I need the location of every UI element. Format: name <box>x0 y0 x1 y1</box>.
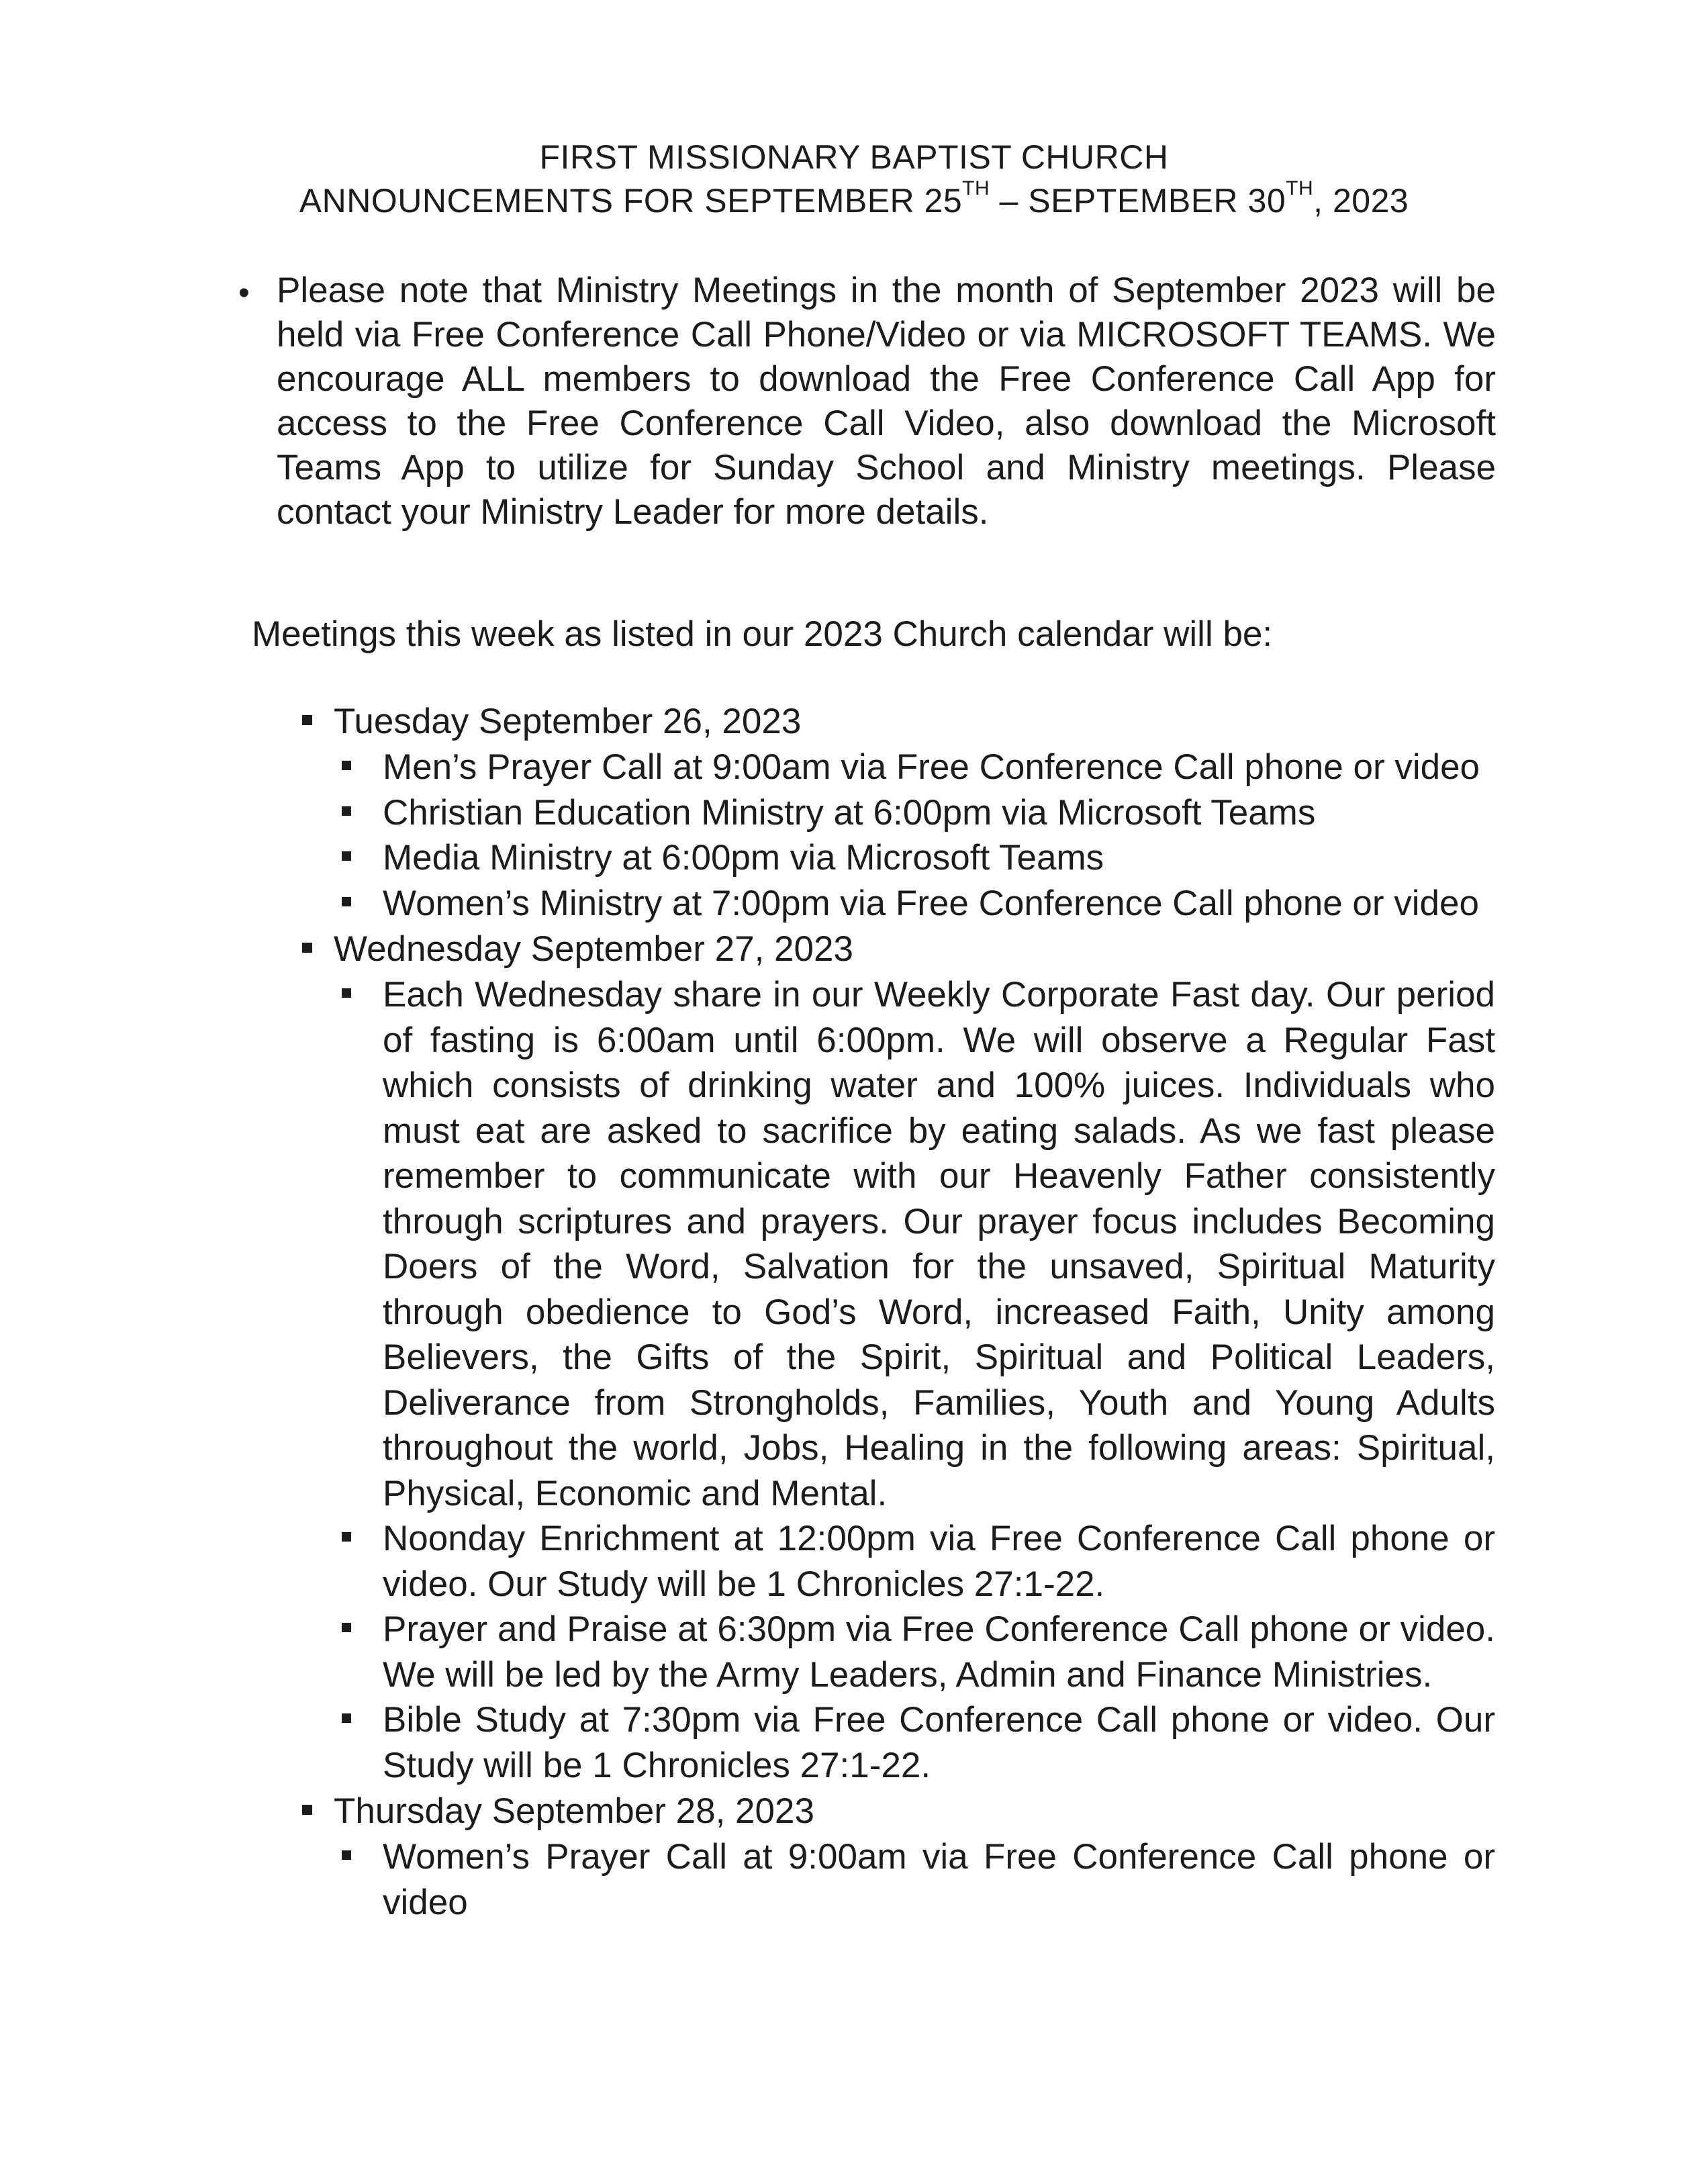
day-label: Tuesday September 26, 2023 <box>334 702 802 741</box>
event-item <box>383 1607 1495 1697</box>
square-bullet-icon <box>342 1532 351 1542</box>
event-text: Christian Education Ministry at 6:00pm via Microsoft Teams <box>383 792 1316 833</box>
event-item <box>383 881 1495 927</box>
intro-paragraph: Please note that Ministry Meetings in the month of September 2023 will be held via Free Conference Call Phone/Video or via MICROSOFT TEAMS. We encourage ALL members to download the Free Conference Call App for access to the Free Conference Call Video, also download the Microsoft Teams App to utilize for Sunday School and Ministry meetings. Please contact your Ministry Leader for more details. <box>277 271 1496 532</box>
square-bullet-icon <box>342 897 351 906</box>
square-bullet-icon <box>342 1713 351 1723</box>
event-item <box>383 972 1495 1516</box>
square-bullet-icon <box>342 806 351 816</box>
meetings-lead-text: Meetings this week as listed in our 2023 Church calendar will be: <box>252 614 1273 654</box>
church-name: FIRST MISSIONARY BAPTIST CHURCH <box>539 138 1169 176</box>
event-item <box>383 745 1495 790</box>
square-bullet-icon <box>342 1623 351 1632</box>
square-bullet-icon <box>302 1805 312 1815</box>
square-bullet-icon <box>342 851 351 861</box>
event-item <box>383 835 1495 881</box>
event-text: Men’s Prayer Call at 9:00am via Free Conference Call phone or video <box>383 747 1480 787</box>
meeting-schedule <box>0 698 1708 1925</box>
event-item <box>383 1834 1495 1925</box>
event-text: Women’s Ministry at 7:00pm via Free Conference Call phone or video <box>383 883 1479 923</box>
event-item <box>383 1516 1495 1607</box>
day-heading <box>334 926 1495 972</box>
event-text: Women’s Prayer Call at 9:00am via Free Conference Call phone or video <box>383 1837 1495 1922</box>
event-item <box>383 1697 1495 1788</box>
square-bullet-icon <box>342 988 351 998</box>
bullet-dot-icon: • <box>238 275 250 311</box>
event-text: Each Wednesday share in our Weekly Corporate Fast day. Our period of fasting is 6:00am until 6:00pm. We will observe a Regular Fast which consists of drinking water and 100% juices. Individuals who must eat are asked to sacrifice by eating salads. As we fast please remember to communicate with our Heavenly Father consistently through scriptures and prayers. Our prayer focus includes Becoming Doers of the Word, Salvation for the unsaved, Spiritual Maturity through obedience to God’s Word, increased Faith, Unity among Believers, the Gifts of the Spirit, Spiritual and Political Leaders, Deliverance from Strongholds, Families, Youth and Young Adults throughout the world, Jobs, Healing in the following areas: Spiritual, Physical, Economic and Mental. <box>383 975 1495 1513</box>
event-text: Media Ministry at 6:00pm via Microsoft Teams <box>383 838 1104 878</box>
square-bullet-icon <box>302 943 312 953</box>
square-bullet-icon <box>342 761 351 770</box>
square-bullet-icon <box>342 1850 351 1860</box>
day-heading <box>334 1788 1495 1834</box>
event-text: Bible Study at 7:30pm via Free Conference Call phone or video. Our Study will be 1 Chronicles 27:1-22. <box>383 1700 1495 1785</box>
day-label: Thursday September 28, 2023 <box>334 1791 814 1831</box>
event-item <box>383 790 1495 836</box>
day-heading <box>334 698 1495 745</box>
announcement-date-range: ANNOUNCEMENTS FOR SEPTEMBER 25TH – SEPTEMBER 30TH, 2023 <box>299 177 1409 220</box>
event-text: Prayer and Praise at 6:30pm via Free Conference Call phone or video. We will be led by the Army Leaders, Admin and Finance Ministries. <box>383 1609 1495 1695</box>
day-label: Wednesday September 27, 2023 <box>334 929 853 969</box>
event-text: Noonday Enrichment at 12:00pm via Free Conference Call phone or video. Our Study will be 1 Chronicles 27:1-22. <box>383 1519 1495 1604</box>
square-bullet-icon <box>302 715 312 725</box>
